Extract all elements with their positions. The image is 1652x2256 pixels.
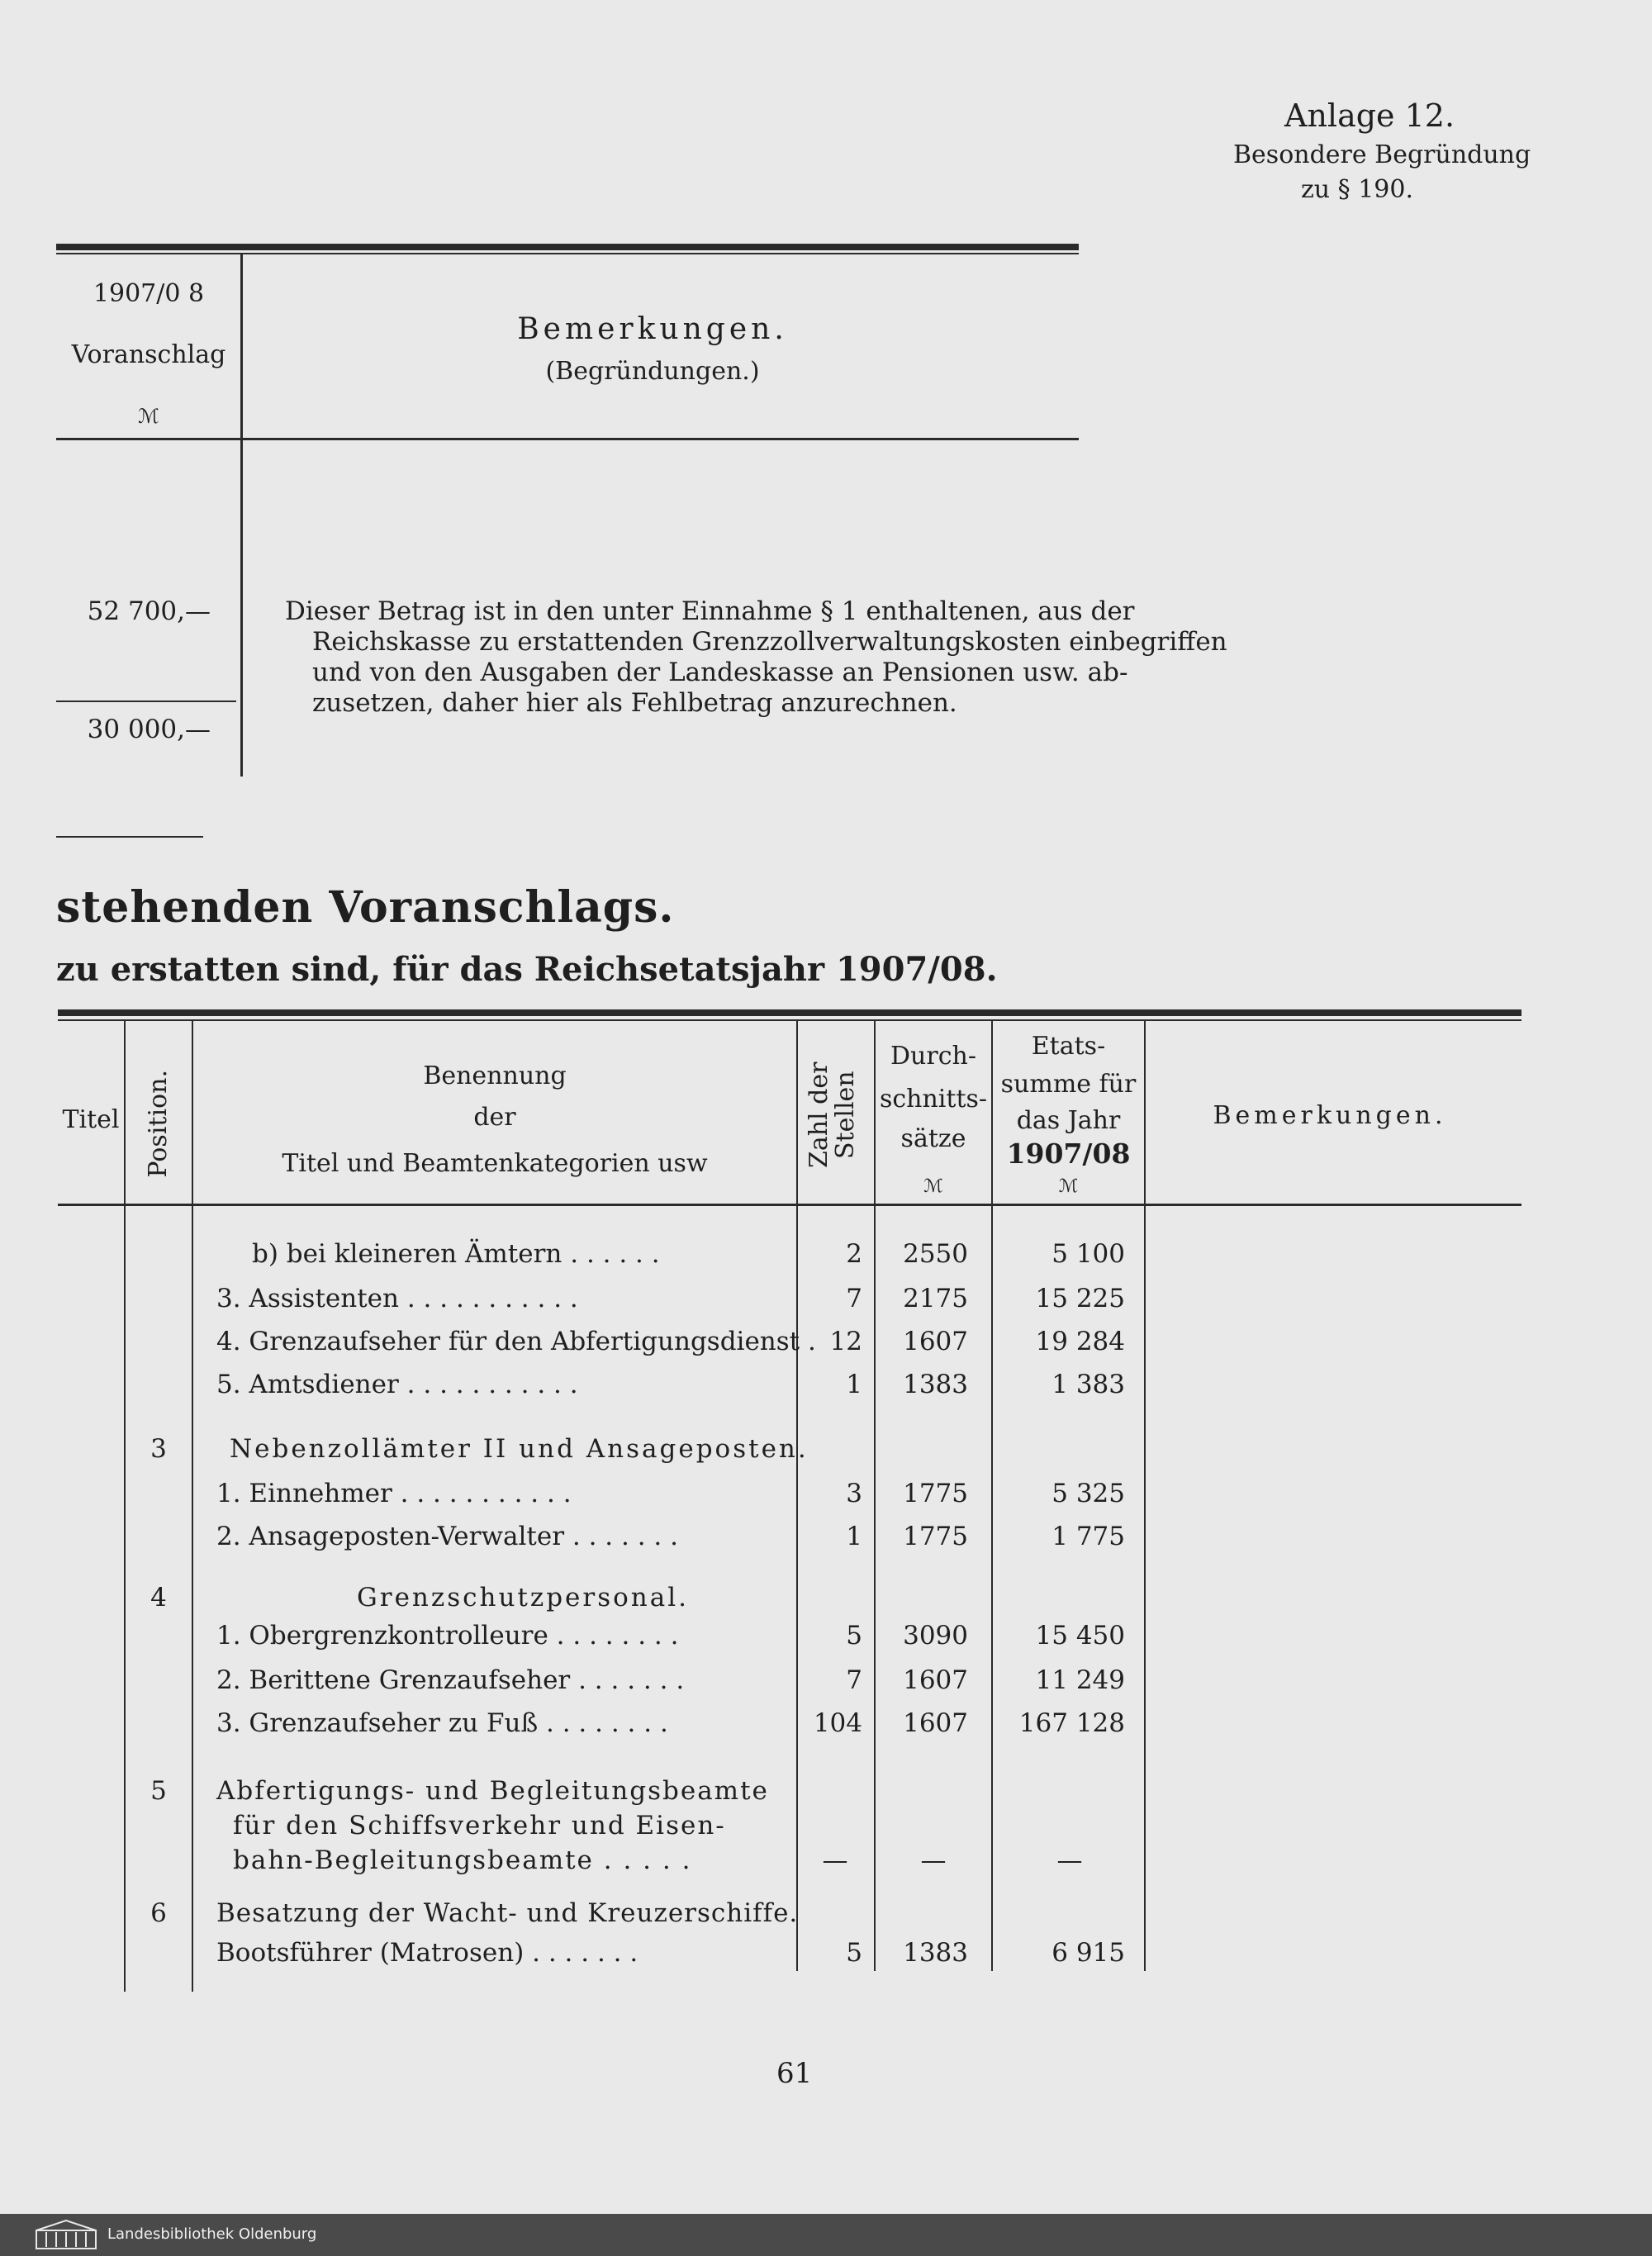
row-etats: 6 915: [1051, 1938, 1125, 1968]
row-zahl: 5: [846, 1621, 862, 1650]
top-table-rule-top: [56, 244, 1079, 250]
header-titel: Titel: [62, 1105, 120, 1134]
table-row: [0, 1621, 1652, 1662]
row-label: 5. Amtsdiener . . . . . . . . . . .: [216, 1370, 578, 1399]
row-zahl: 7: [846, 1665, 862, 1695]
pos5-line3: bahn-Begleitungsbeamte . . . . .: [233, 1845, 692, 1875]
library-footer: [0, 2214, 1652, 2256]
header-bemerkungen: Bemerkungen.: [1213, 1101, 1447, 1130]
row-label: 1. Obergrenzkontrolleure . . . . . . . .: [216, 1621, 679, 1650]
top-table-rule-top-thin: [56, 253, 1079, 254]
row-durch: 2175: [903, 1284, 968, 1313]
row-label: 2. Berittene Grenzaufseher . . . . . . .: [216, 1665, 685, 1695]
remark-line-2: Reichskasse zu erstattenden Grenzzollverwaltungskosten einbegriffen: [312, 627, 1227, 657]
short-divider: [56, 836, 203, 838]
row-etats: 1 383: [1051, 1370, 1125, 1399]
row-etats: 5 100: [1051, 1239, 1125, 1269]
section-heading-line1: stehenden Voranschlags.: [56, 882, 675, 933]
table-row: [0, 1239, 1652, 1280]
amount-52700: 52 700,—: [87, 596, 211, 626]
header-etats-unit: ℳ: [1058, 1176, 1079, 1197]
row-label: 3. Grenzaufseher zu Fuß . . . . . . . .: [216, 1708, 668, 1738]
header-durch-1: Durch-: [890, 1042, 976, 1071]
row-etats: 15 450: [1035, 1621, 1125, 1650]
row-durch: 1607: [903, 1708, 968, 1738]
table-row: [0, 1479, 1652, 1520]
row-position: 3: [150, 1434, 167, 1464]
table-row: [0, 1370, 1652, 1411]
header-durch-unit: ℳ: [923, 1176, 943, 1197]
row-etats: 5 325: [1051, 1479, 1125, 1508]
row-label: b) bei kleineren Ämtern . . . . . .: [252, 1239, 660, 1269]
row-zahl: 2: [846, 1239, 862, 1269]
voranschlag-year: 1907/0 8: [93, 279, 205, 308]
table-row-pos5-line3: [0, 1845, 1652, 1887]
pos6-heading: Besatzung der Wacht- und Kreuzerschiffe.: [216, 1898, 799, 1928]
table-row-pos6-heading: [0, 1898, 1652, 1940]
header-durch-3: sätze: [900, 1124, 966, 1153]
main-table-rule-header: [58, 1204, 1521, 1206]
pos5-line1: Abfertigungs- und Begleitungsbeamte: [216, 1776, 769, 1806]
remark-line-4: zusetzen, daher hier als Fehlbetrag anzurechnen.: [312, 688, 957, 718]
table-row: [0, 1938, 1652, 1979]
table-row: [0, 1708, 1652, 1750]
row-zahl: 3: [846, 1479, 862, 1508]
row-group-heading: Nebenzollämter II und Ansageposten.: [230, 1434, 809, 1464]
header-etats-4: 1907/08: [1006, 1137, 1131, 1170]
header-etats-1: Etats-: [1031, 1032, 1106, 1061]
table-row-heading: [0, 1434, 1652, 1475]
amount-separator: [56, 701, 236, 702]
top-table-divider: [240, 254, 243, 777]
row-zahl: 7: [846, 1284, 862, 1313]
row-zahl: —: [822, 1845, 848, 1875]
row-zahl: 12: [829, 1327, 862, 1356]
row-durch: —: [920, 1845, 947, 1875]
row-etats: 1 775: [1051, 1522, 1125, 1551]
voranschlag-label: Voranschlag: [71, 340, 226, 369]
page-number: 61: [776, 2057, 813, 2090]
row-etats: 11 249: [1035, 1665, 1125, 1695]
remark-line-1: Dieser Betrag ist in den unter Einnahme § 1 enthaltenen, aus der: [285, 596, 1135, 626]
row-zahl: 1: [846, 1370, 862, 1399]
header-benennung-1: Benennung: [423, 1062, 567, 1090]
annex-label: Anlage 12.: [1284, 97, 1455, 134]
annex-subtitle: Besondere Begründung: [1233, 140, 1531, 169]
section-heading-line2: zu erstatten sind, für das Reichsetatsjahr 1907/08.: [56, 950, 998, 989]
amount-30000: 30 000,—: [87, 715, 211, 744]
table-row: [0, 1665, 1652, 1707]
header-zahl: Zahl der Stellen: [805, 1062, 860, 1169]
row-label: Bootsführer (Matrosen) . . . . . . .: [216, 1938, 638, 1968]
bemerkungen-title: Bemerkungen.: [517, 312, 788, 346]
header-etats-2: summe für: [1000, 1070, 1137, 1099]
row-etats: 15 225: [1035, 1284, 1125, 1313]
remark-line-3: und von den Ausgaben der Landeskasse an Pensionen usw. ab-: [312, 658, 1128, 687]
header-position: Position.: [144, 1069, 173, 1178]
library-name: Landesbibliothek Oldenburg: [107, 2225, 317, 2243]
annex-reference: zu § 190.: [1301, 175, 1413, 204]
bemerkungen-subtitle: (Begründungen.): [545, 357, 760, 386]
row-durch: 1383: [903, 1370, 968, 1399]
row-zahl: 104: [813, 1708, 862, 1738]
row-durch: 1383: [903, 1938, 968, 1968]
table-row-heading: [0, 1583, 1652, 1624]
row-durch: 1607: [903, 1665, 968, 1695]
row-durch: 3090: [903, 1621, 968, 1650]
library-logo-icon: [33, 2219, 99, 2250]
main-table-rule-top: [58, 1009, 1521, 1016]
header-durch-2: schnitts-: [879, 1085, 988, 1114]
row-group-heading: Grenzschutzpersonal.: [357, 1583, 690, 1612]
row-zahl: 5: [846, 1938, 862, 1968]
row-durch: 1775: [903, 1522, 968, 1551]
row-label: 2. Ansageposten-Verwalter . . . . . . .: [216, 1522, 678, 1551]
row-etats: 167 128: [1018, 1708, 1125, 1738]
header-benennung-2: der: [473, 1103, 516, 1132]
header-zahl-cell: [800, 1033, 872, 1198]
row-position: 5: [150, 1776, 167, 1806]
table-row: [0, 1327, 1652, 1368]
row-label: 4. Grenzaufseher für den Abfertigungsdienst .: [216, 1327, 816, 1356]
voranschlag-unit: ℳ: [138, 405, 159, 428]
row-durch: 1775: [903, 1479, 968, 1508]
header-benennung-3: Titel und Beamtenkategorien usw: [282, 1149, 708, 1178]
row-label: 1. Einnehmer . . . . . . . . . . .: [216, 1479, 572, 1508]
table-row: [0, 1522, 1652, 1563]
row-position: 6: [150, 1898, 167, 1928]
table-row: [0, 1284, 1652, 1325]
row-position: 4: [150, 1583, 167, 1612]
top-table-rule-header: [56, 438, 1079, 440]
row-etats: 19 284: [1035, 1327, 1125, 1356]
row-etats: —: [1056, 1845, 1083, 1875]
header-etats-3: das Jahr: [1016, 1106, 1121, 1135]
row-durch: 1607: [903, 1327, 968, 1356]
pos5-line2: für den Schiffsverkehr und Eisen-: [233, 1811, 726, 1840]
header-position-cell: [132, 1057, 185, 1190]
row-zahl: 1: [846, 1522, 862, 1551]
row-durch: 2550: [903, 1239, 968, 1269]
row-label: 3. Assistenten . . . . . . . . . . .: [216, 1284, 578, 1313]
main-table-rule-top-thin: [58, 1019, 1521, 1021]
